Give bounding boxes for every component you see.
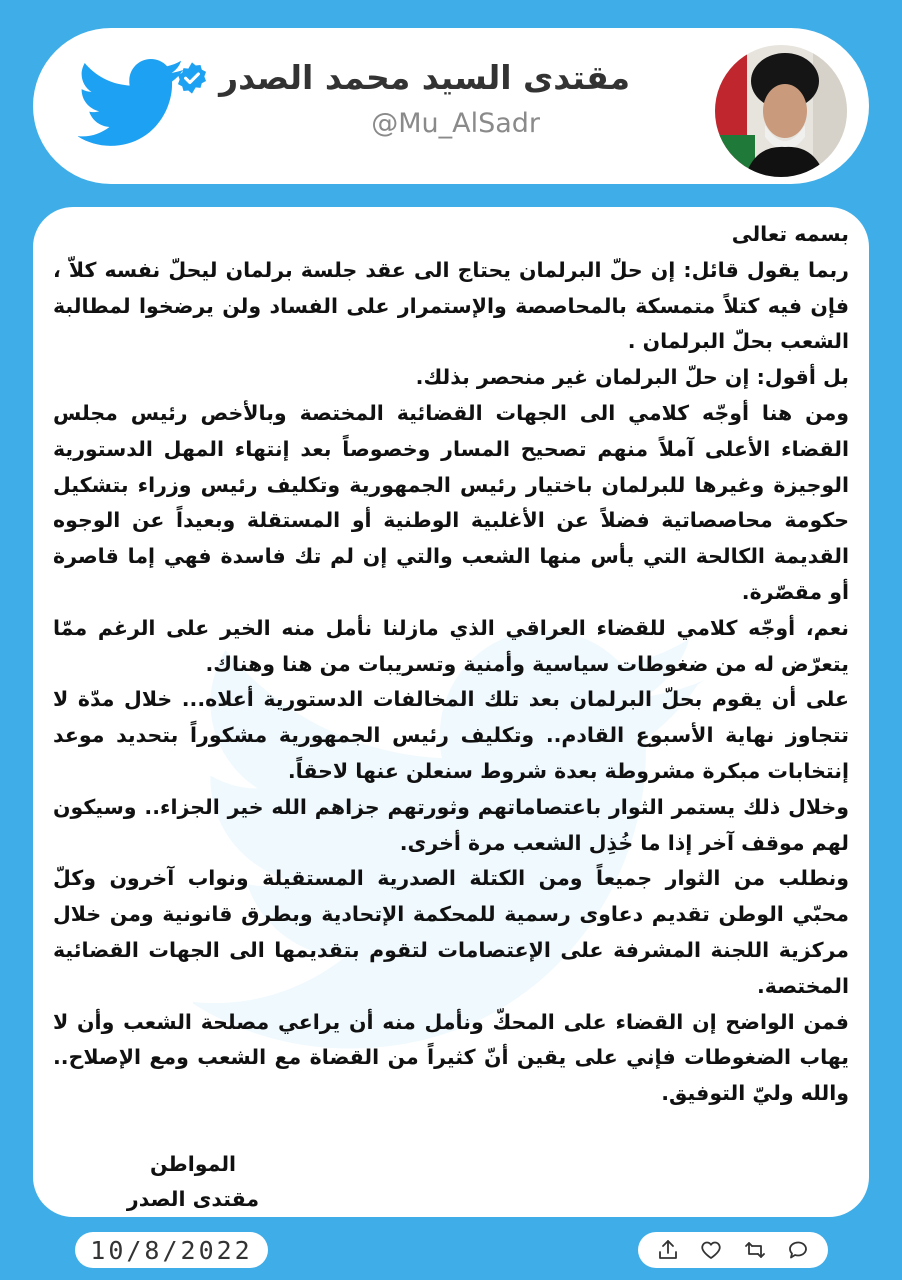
- retweet-icon[interactable]: [743, 1238, 767, 1262]
- like-icon[interactable]: [699, 1238, 723, 1262]
- user-handle[interactable]: @Mu_AlSadr: [371, 108, 540, 139]
- tweet-paragraph: ربما يقول قائل: إن حلّ البرلمان يحتاج الى عقد جلسة برلمان ليحلّ نفسه كلاّ ، فإن فيه كتلاً متمسكة بالمحاصصة والإستمرار على الفساد ولن يرضخوا لمطالبة الشعب بحلّ البرلمان .: [53, 257, 849, 354]
- signature-title: المواطن: [149, 1152, 237, 1176]
- tweet-paragraph: بسمه تعالى: [731, 222, 849, 246]
- signature-name: مقتدى الصدر: [126, 1187, 260, 1211]
- signature: [113, 1147, 273, 1217]
- tweet-text: [53, 217, 849, 1112]
- tweet-date: 10/8/2022: [75, 1232, 268, 1268]
- display-name[interactable]: مقتدى السيد محمد الصدر: [219, 58, 630, 97]
- name-row: [175, 58, 630, 97]
- share-icon[interactable]: [656, 1238, 680, 1262]
- twitter-bird-icon: [78, 58, 186, 150]
- tweet-paragraph: ونطلب من الثوار جميعاً ومن الكتلة الصدرية المستقيلة ونواب آخرون وكلّ محبّي الوطن تقديم دعاوى رسمية للمحكمة الإتحادية وبطرق قانونية ومن خلال مركزية اللجنة المشرفة على الإعتصامات لتقوم بتقديمها الى الجهات القضائية المختصة.: [53, 866, 849, 998]
- tweet-paragraph: ومن هنا أوجّه كلامي الى الجهات القضائية المختصة وبالأخص رئيس مجلس القضاء الأعلى آملاً منهم تصحيح المسار وخصوصاً بعد إنتهاء المهل الدستورية الوجيزة وغيرها للبرلمان باختيار رئيس الجمهورية وتكليف رئيس وزراء بتشكيل حكومة محاصصاتية فضلاً عن الأغلبية الوطنية أو المستقلة وبعيداً عن الوجوه القديمة الكالحة التي يأس منها الشعب والتي إن لم تك فاسدة فهي إما قاصرة أو مقصّرة.: [53, 400, 849, 604]
- tweet-paragraph: وخلال ذلك يستمر الثوار باعتصاماتهم وثورتهم جزاهم الله خير الجزاء.. وسيكون لهم موقف آخر إذا ما خُذِل الشعب مرة أخرى.: [53, 794, 849, 855]
- tweet-actions: [638, 1232, 828, 1268]
- tweet-paragraph: فمن الواضح إن القضاء على المحكّ ونأمل منه أن يراعي مصلحة الشعب وأن لا يهاب الضغوطات فإني على يقين أنّ كثيراً من القضاة مع الشعب ومع الإصلاح.. والله وليّ التوفيق.: [53, 1009, 849, 1106]
- tweet-card: [33, 207, 869, 1217]
- verified-badge-icon: [175, 61, 209, 95]
- avatar[interactable]: [712, 42, 850, 180]
- tweet-paragraph: على أن يقوم بحلّ البرلمان بعد تلك المخالفات الدستورية أعلاه... خلال مدّة لا تتجاوز نهاية الأسبوع القادم.. وتكليف رئيس الجمهورية مشكوراً بتحديد موعد إنتخابات مبكرة مشروطة بعدة شروط سنعلن عنها لاحقاً.: [53, 687, 849, 783]
- tweet-paragraph: نعم، أوجّه كلامي للقضاء العراقي الذي مازلنا نأمل منه الخير على الرغم ممّا يتعرّض له من ضغوطات سياسية وأمنية وتسريبات من هنا وهناك.: [53, 615, 849, 676]
- tweet-paragraph: بل أقول: إن حلّ البرلمان غير منحصر بذلك.: [415, 365, 849, 390]
- reply-icon[interactable]: [786, 1238, 810, 1262]
